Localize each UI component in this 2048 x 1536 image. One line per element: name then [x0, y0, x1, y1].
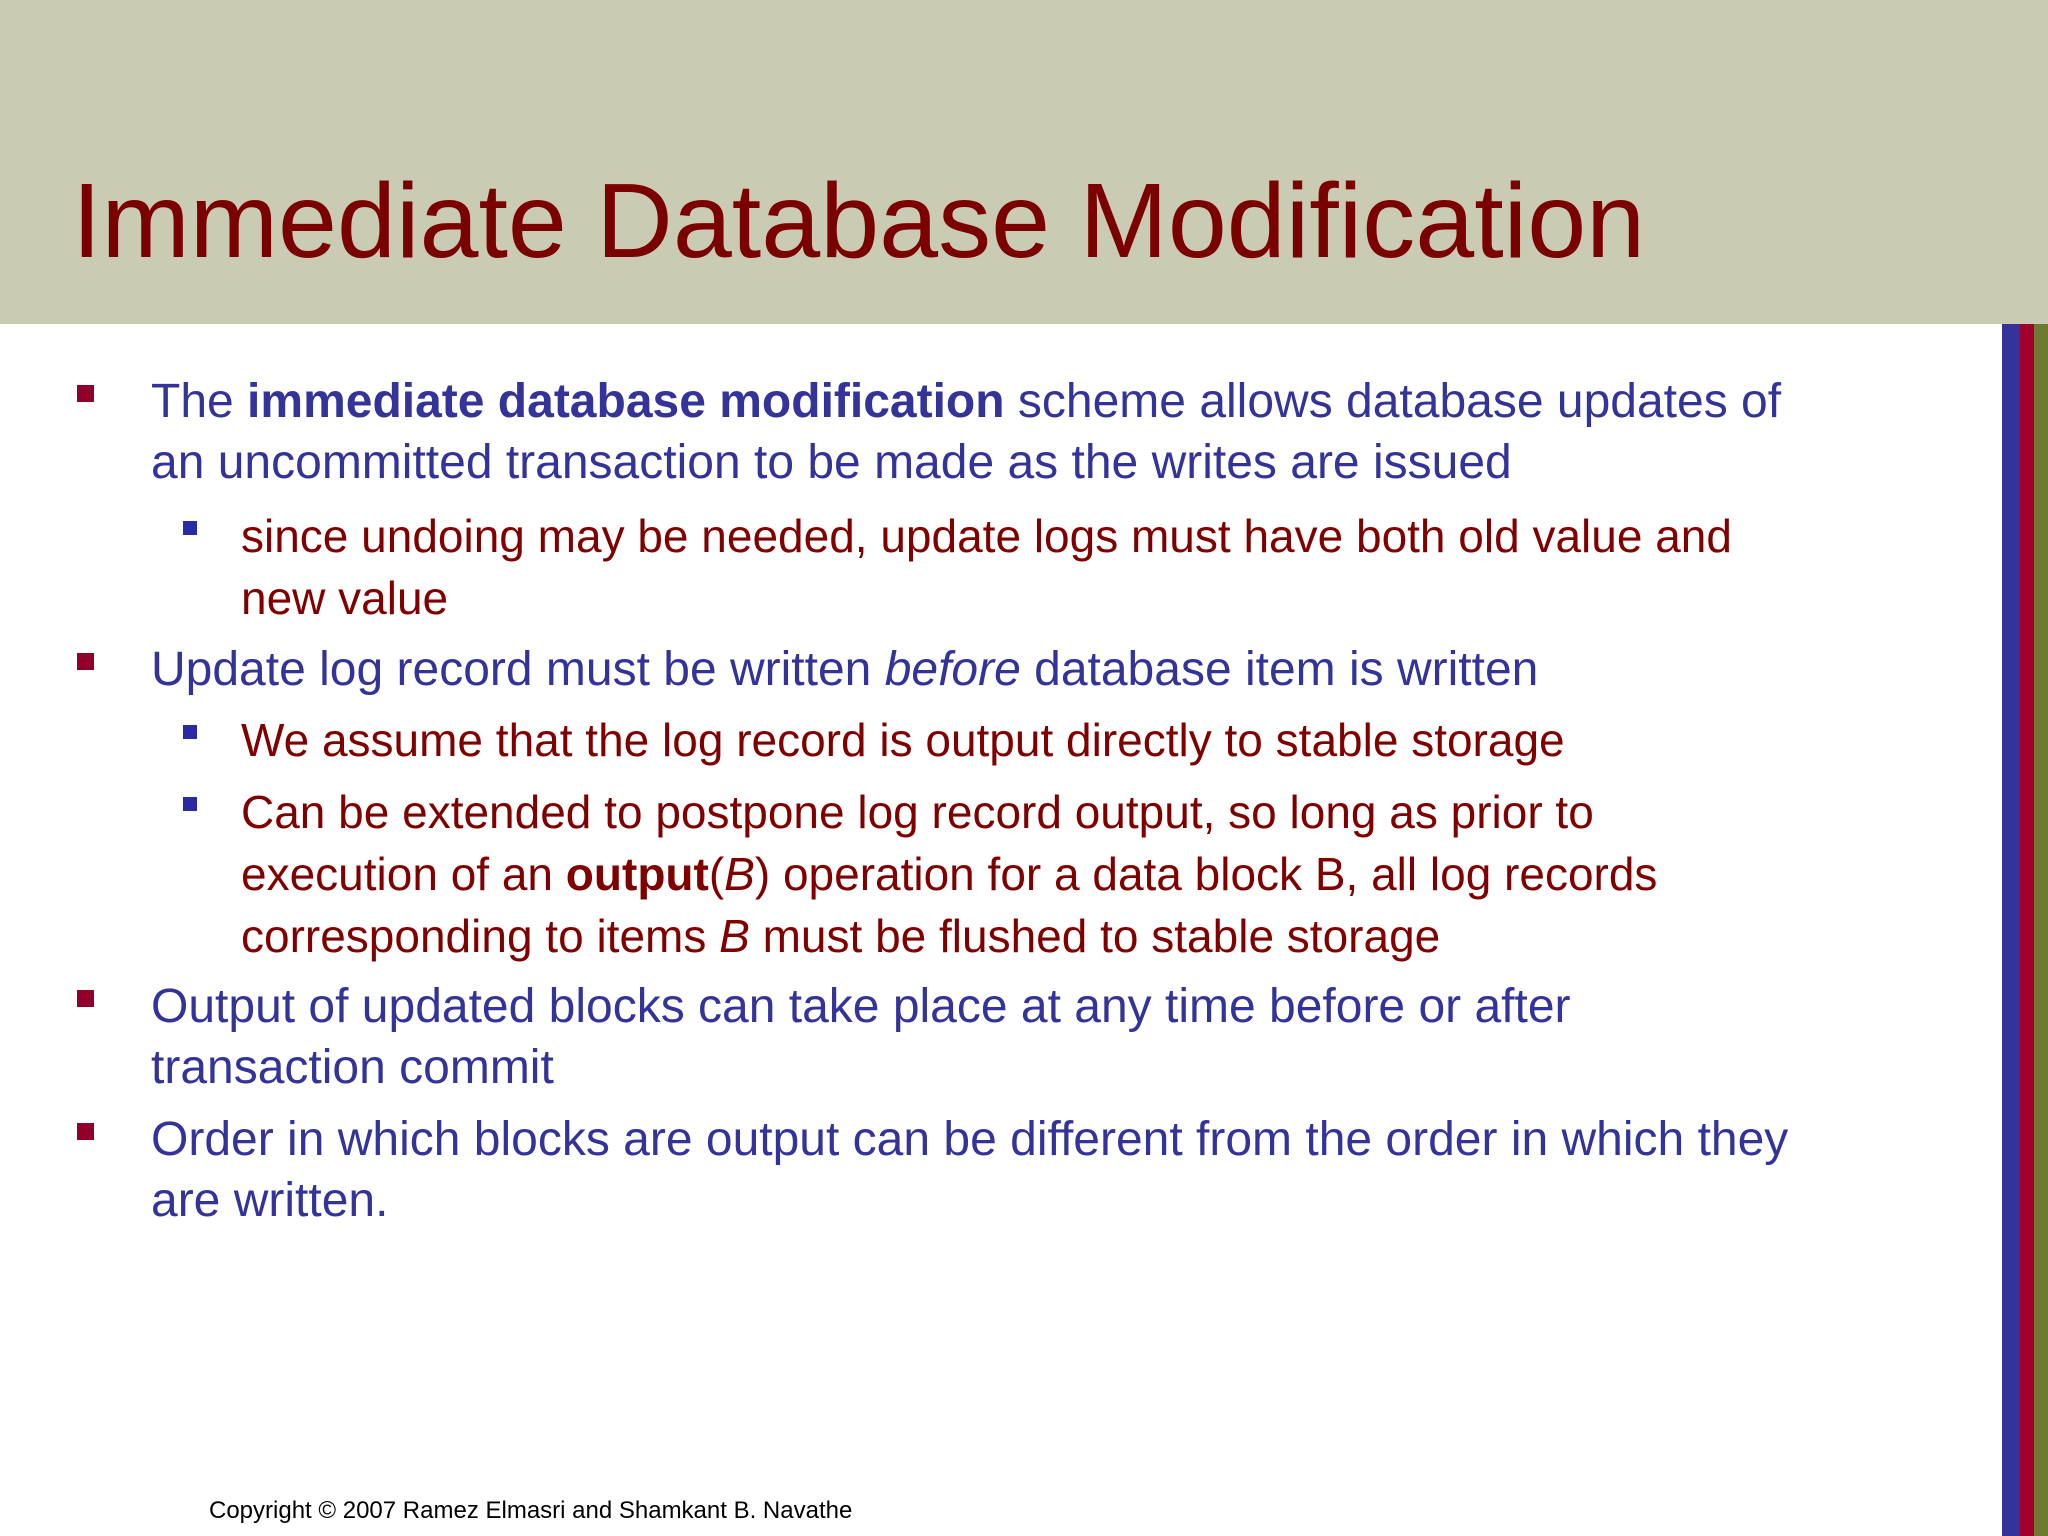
- bullet-4-cont: [151, 1170, 388, 1231]
- emphasis-word: before: [884, 643, 1021, 696]
- text: new value: [241, 572, 449, 624]
- emphasis-term: immediate database modification: [247, 375, 1005, 428]
- bullet-4: [151, 1109, 1788, 1170]
- text: since undoing may be needed, update logs must have both old value and: [241, 510, 1732, 562]
- text: database item is written: [1020, 643, 1539, 696]
- text: corresponding to items: [241, 910, 720, 962]
- square-bullet-icon: [183, 521, 197, 535]
- text: are written.: [151, 1174, 389, 1227]
- text: execution of an: [241, 848, 566, 900]
- right-stripe-blue: [2002, 324, 2020, 1536]
- text: We assume that the log record is output directly to stable storage: [241, 714, 1565, 766]
- sub-bullet-2-2-cont: [241, 843, 1657, 905]
- text: (: [708, 848, 725, 900]
- bullet-3: [151, 976, 1571, 1037]
- square-bullet-icon: [77, 385, 94, 402]
- copyright-footer: Copyright © 2007 Ramez Elmasri and Shamkant B. Navathe: [209, 1497, 853, 1524]
- square-bullet-icon: [183, 797, 197, 811]
- bullet-2: [151, 639, 1538, 700]
- right-stripe-red: [2020, 324, 2034, 1536]
- sub-bullet-2-2: [241, 781, 1594, 843]
- emphasis-term: output: [565, 848, 709, 900]
- bullet-1: [151, 371, 1781, 432]
- text: The: [151, 375, 248, 428]
- sub-bullet-1-1-cont: [241, 567, 448, 629]
- text: ) operation for a data block B, all log records: [754, 848, 1658, 900]
- square-bullet-icon: [77, 653, 94, 670]
- text: transaction commit: [151, 1041, 554, 1094]
- text: Can be extended to postpone log record output, so long as prior to: [241, 786, 1594, 838]
- bullet-1-cont: [151, 432, 1512, 493]
- text: an uncommitted transaction to be made as the writes are issued: [151, 436, 1512, 489]
- text: Update log record must be written: [151, 643, 885, 696]
- square-bullet-icon: [77, 1123, 94, 1140]
- square-bullet-icon: [77, 990, 94, 1007]
- bullet-3-cont: [151, 1037, 554, 1098]
- emphasis-word: B: [719, 910, 750, 962]
- text: must be flushed to stable storage: [749, 910, 1441, 962]
- slide-title: Immediate Database Modification: [72, 162, 1646, 280]
- emphasis-word: B: [724, 848, 755, 900]
- text: Output of updated blocks can take place at any time before or after: [151, 980, 1571, 1033]
- right-stripe-green: [2034, 324, 2048, 1536]
- sub-bullet-1-1: [241, 505, 1732, 567]
- text: Order in which blocks are output can be different from the order in which they: [151, 1113, 1789, 1166]
- sub-bullet-2-2-cont: [241, 905, 1440, 967]
- sub-bullet-2-1: [241, 709, 1565, 771]
- text: scheme allows database updates of: [1004, 375, 1782, 428]
- square-bullet-icon: [183, 725, 197, 739]
